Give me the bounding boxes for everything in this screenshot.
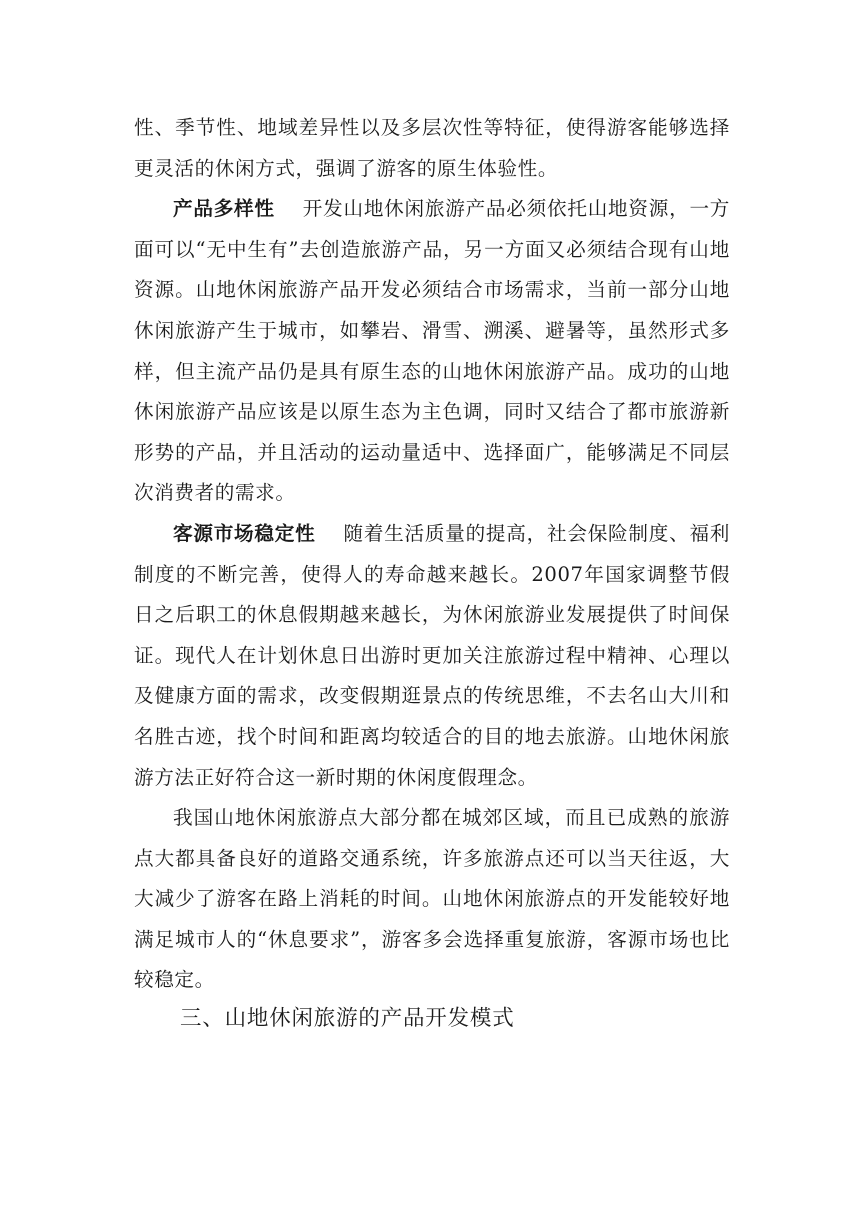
section-heading: 三、山地休闲旅游的产品开发模式 (180, 1006, 515, 1031)
paragraph-lead-heading: 产品多样性 (173, 197, 275, 221)
paragraph-market-stability (134, 514, 730, 798)
paragraph-lead-heading: 客源市场稳定性 (173, 521, 316, 545)
paragraph-suburban-location (134, 798, 730, 1001)
paragraph-product-diversity (134, 189, 730, 514)
paragraph-text: 随着生活质量的提高，社会保险制度、福利制度的不断完善，使得人的寿命越来越长。2007年国家调整节假日之后职工的休息假期越来越长，为休闲旅游业发展提供了时间保证。现代人在计划休息日出游时更加关注旅游过程中精神、心理以及健康方面的需求，改变假期逛景点的传统思维，不去名山大川和名胜古迹，找个时间和距离均较适合的目的地去旅游。山地休闲旅游方法正好符合这一新时期的休闲度假理念。 (134, 521, 730, 789)
paragraph-continuation (134, 108, 730, 189)
paragraph-text: 我国山地休闲旅游点大部分都在城郊区域，而且已成熟的旅游点大都具备良好的道路交通系统，许多旅游点还可以当天往返，大大减少了游客在路上消耗的时间。山地休闲旅游点的开发能较好地满足城市人的“休息要求”，游客多会选择重复旅游，客源市场也比较稳定。 (134, 806, 730, 992)
paragraph-text: 性、季节性、地域差异性以及多层次性等特征，使得游客能够选择更灵活的休闲方式，强调了游客的原生体验性。 (134, 116, 730, 180)
paragraph-text: 开发山地休闲旅游产品必须依托山地资源，一方面可以“无中生有”去创造旅游产品，另一方面又必须结合现有山地资源。山地休闲旅游产品开发必须结合市场需求，当前一部分山地休闲旅游产生于城市，如攀岩、滑雪、溯溪、避暑等，虽然形式多样，但主流产品仍是具有原生态的山地休闲旅游产品。成功的山地休闲旅游产品应该是以原生态为主色调，同时又结合了都市旅游新形势的产品，并且活动的运动量适中、选择面广，能够满足不同层次消费者的需求。 (134, 197, 730, 505)
document-body (134, 108, 730, 1001)
